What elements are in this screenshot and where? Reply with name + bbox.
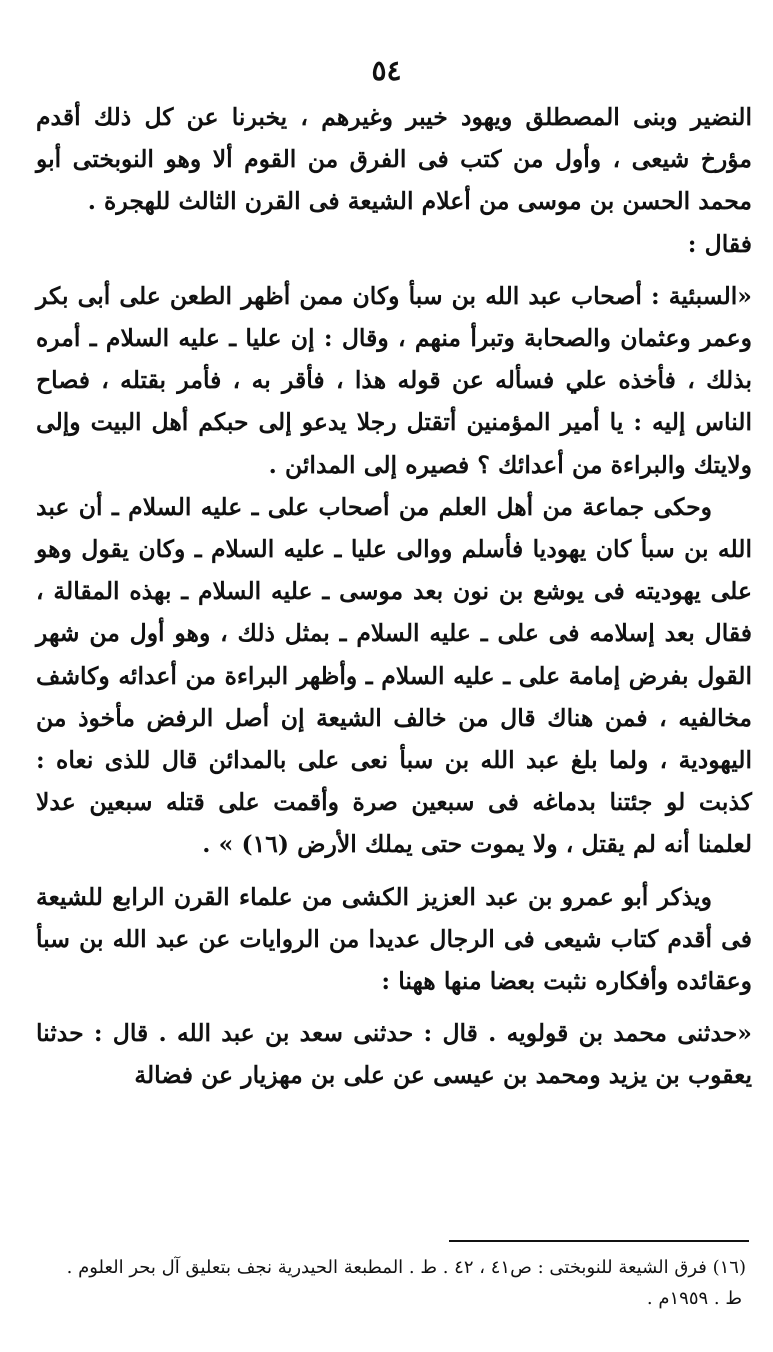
paragraph-quote-continued: وحكى جماعة من أهل العلم من أصحاب على ـ عليه السلام ـ أن عبد الله بن سبأ كان يهوديا فأسلم ووالى عليا ـ عليه السلام ـ وكان يقول وهو على يهوديته فى يوشع بن نون بعد موسى ـ عليه السلام ـ بهذه المقالة ، فقال بعد إسلامه فى على ـ عليه السلام ـ بمثل ذلك ، وهو أول من شهر القول بفرض إمامة على ـ عليه السلام ـ وأظهر البراءة من أعدائه وكاشف مخالفيه ، فمن هناك قال من خالف الشيعة إن أصل الرفض مأخوذ من اليهودية ، ولما بلغ عبد الله بن سبأ نعى على بالمدائن قال للذى نعاه : كذبت لو جئتنا بدماغه فى سبعين صرة وأقمت على قتله سبعين عدلا لعلمنا أنه لم يقتل ، ولا يموت حتى يملك الأرض (١٦) » .: [36, 492, 752, 859]
footnote: [36, 1252, 746, 1314]
page-number: ٥٤: [371, 54, 402, 87]
footnote-line-1: (١٦) فرق الشيعة للنوبختى : ص٤١ ، ٤٢ . ط . المطبعة الحيدرية نجف بتعليق آل بحر العلوم .: [66, 1257, 746, 1278]
body-text: [36, 96, 752, 1097]
paragraph-hadith-chain: «حدثنى محمد بن قولويه . قال : حدثنى سعد بن عبد الله . قال : حدثنا يعقوب بن يزيد ومحمد بن عيسى عن على بن مهزيار عن فضالة: [36, 1019, 752, 1090]
footnote-line-2: ط . ١٩٥٩م .: [646, 1288, 742, 1309]
paragraph-kashshi: ويذكر أبو عمرو بن عبد العزيز الكشى من علماء القرن الرابع للشيعة فى أقدم كتاب شيعى فى الرجال عديدا من الروايات عن عبد الله بن سبأ وعقائده وأفكاره نثبت بعضا منها ههنا :: [36, 882, 752, 996]
footnote-separator: [449, 1240, 749, 1242]
paragraph-quote-sabaiyya: «السبئية : أصحاب عبد الله بن سبأ وكان ممن أظهر الطعن على أبى بكر وعمر وعثمان والصحابة وتبرأ منهم ، وقال : إن عليا ـ عليه السلام ـ أمره بذلك ، فأخذه علي فسأله عن قوله هذا ، فأقر به ، فأمر بقتله ، فصاح الناس إليه : يا أمير المؤمنين أتقتل رجلا يدعو إلى حبكم أهل البيت وإلى ولايتك والبراءة من أعدائك ؟ فصيره إلى المدائن .: [36, 281, 752, 479]
paragraph-intro: النضير وبنى المصطلق ويهود خيبر وغيرهم ، يخبرنا عن كل ذلك أقدم مؤرخ شيعى ، وأول من كتب فى الفرق من القوم ألا وهو النوبختى أبو محمد الحسن بن موسى من أعلام الشيعة فى القرن الثالث للهجرة .: [36, 103, 752, 216]
paragraph-fa-qala: فقال :: [687, 229, 752, 258]
